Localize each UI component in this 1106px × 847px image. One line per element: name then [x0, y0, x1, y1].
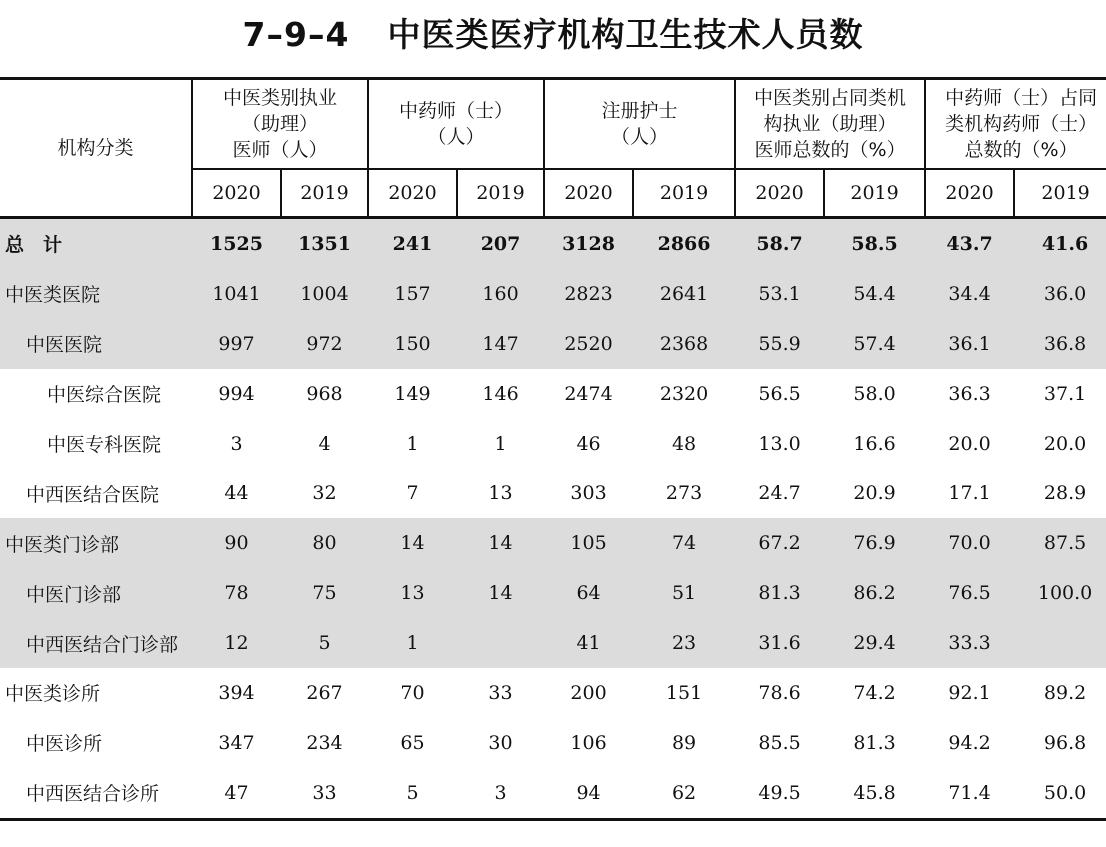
table-cell: 81.3	[735, 568, 824, 618]
table-cell: 48	[671, 432, 697, 455]
table-cell: 58.0	[853, 382, 896, 405]
table-cell: 1	[368, 618, 457, 668]
table-cell: 14	[368, 518, 457, 568]
table-cell: 34.4	[925, 269, 1014, 319]
row-label-header: 机构分类	[0, 79, 192, 218]
table-cell: 36.3	[948, 382, 991, 405]
table-cell: 1004	[281, 269, 368, 319]
table-cell: 32	[312, 482, 337, 505]
row-name: 中西医结合门诊部	[0, 618, 192, 668]
table-cell: 71.4	[925, 768, 1014, 819]
table-cell: 33	[281, 768, 368, 819]
table-cell: 2320	[659, 382, 709, 405]
year-header: 2020	[544, 169, 633, 218]
table-cell: 267	[306, 681, 343, 704]
table-cell: 47	[192, 768, 281, 819]
year-header: 2019	[457, 169, 544, 218]
table-cell: 70.0	[925, 518, 1014, 568]
table-cell: 56.5	[758, 382, 801, 405]
table-cell: 3	[230, 432, 243, 455]
table-cell: 28.9	[1043, 482, 1087, 505]
table-cell: 36.0	[1014, 269, 1106, 319]
table-cell: 41	[544, 618, 633, 668]
table-cell: 994	[218, 382, 255, 405]
table-cell: 106	[570, 731, 607, 754]
header-group-pharmacist-share: 中药师（士）占同 类机构药师（士） 总数的（%）	[925, 79, 1106, 170]
table-cell: 76.9	[824, 518, 925, 568]
table-cell: 89.2	[1043, 681, 1087, 704]
table-cell: 96.8	[1043, 731, 1087, 754]
table-cell: 100.0	[1014, 568, 1106, 618]
table-cell: 14	[457, 518, 544, 568]
year-header: 2020	[192, 169, 281, 218]
table-cell: 70	[400, 681, 425, 704]
table-cell: 54.4	[824, 269, 925, 319]
table-cell: 33.3	[925, 618, 1014, 668]
table-cell: 92.1	[948, 681, 991, 704]
table-cell: 24.7	[758, 482, 801, 505]
table-cell: 2474	[564, 382, 613, 405]
table-cell: 2641	[633, 269, 735, 319]
table-cell: 94	[544, 768, 633, 819]
table-cell: 968	[306, 382, 343, 405]
row-name: 中医诊所	[26, 733, 103, 756]
table-cell: 76.5	[925, 568, 1014, 618]
row-name: 中医门诊部	[0, 568, 192, 618]
table-cell: 160	[457, 269, 544, 319]
table-cell: 67.2	[735, 518, 824, 568]
year-header: 2019	[633, 169, 735, 218]
table-cell: 57.4	[824, 319, 925, 369]
table-cell: 37.1	[1043, 382, 1087, 405]
table-cell: 234	[306, 731, 343, 754]
table-row	[0, 718, 1106, 768]
table-cell: 81.3	[853, 731, 896, 754]
table-cell: 65	[400, 731, 425, 754]
year-header: 2019	[1014, 169, 1106, 218]
row-name: 中医专科医院	[47, 434, 162, 456]
table-row	[0, 518, 1106, 568]
table-cell: 146	[482, 382, 519, 405]
table-cell: 64	[544, 568, 633, 618]
table-cell: 2866	[633, 218, 735, 269]
row-name: 中西医结合诊所	[0, 768, 192, 819]
table-cell: 2520	[544, 319, 633, 369]
year-header: 2019	[281, 169, 368, 218]
table-cell: 78	[192, 568, 281, 618]
table-cell: 50.0	[1014, 768, 1106, 819]
table-row	[0, 369, 1106, 419]
year-header: 2019	[824, 169, 925, 218]
table-cell: 94.2	[948, 731, 991, 754]
table-cell: 29.4	[824, 618, 925, 668]
table-cell: 207	[457, 218, 544, 269]
row-name: 中西医结合医院	[26, 483, 160, 506]
table-row	[0, 618, 1106, 668]
table-cell: 14	[457, 568, 544, 618]
page-title	[0, 10, 1106, 60]
row-name: 总 计	[0, 218, 192, 269]
table-cell: 241	[368, 218, 457, 269]
table-cell: 78.6	[758, 681, 801, 704]
table-cell: 972	[281, 319, 368, 369]
table-cell: 20.0	[948, 432, 991, 455]
table-cell: 105	[544, 518, 633, 568]
table-cell: 1	[494, 432, 507, 455]
table-cell: 13.0	[758, 432, 801, 455]
table-cell	[457, 618, 544, 668]
year-header: 2020	[735, 169, 824, 218]
table-cell: 394	[218, 681, 255, 704]
table-cell: 151	[665, 681, 703, 704]
table-row	[0, 319, 1106, 369]
table-cell: 273	[665, 482, 703, 505]
table-cell: 13	[488, 482, 513, 505]
table-cell: 87.5	[1014, 518, 1106, 568]
table-cell: 13	[368, 568, 457, 618]
table-cell: 33	[488, 681, 513, 704]
table-row	[0, 269, 1106, 319]
table-cell: 74.2	[853, 681, 896, 704]
table-cell: 85.5	[758, 731, 801, 754]
table-cell: 41.6	[1014, 218, 1106, 269]
table-cell: 200	[570, 681, 607, 704]
table-cell: 347	[218, 731, 255, 754]
table-cell: 58.5	[824, 218, 925, 269]
table-cell: 4	[318, 432, 331, 455]
table-cell: 1351	[281, 218, 368, 269]
table-cell: 23	[633, 618, 735, 668]
table-cell: 12	[192, 618, 281, 668]
table-row	[0, 218, 1106, 269]
table-cell: 31.6	[735, 618, 824, 668]
table-cell: 86.2	[824, 568, 925, 618]
table-cell: 7	[406, 482, 419, 505]
year-header: 2020	[925, 169, 1014, 218]
table-cell: 1525	[192, 218, 281, 269]
table-cell: 3128	[544, 218, 633, 269]
table-cell: 147	[457, 319, 544, 369]
table-row	[0, 419, 1106, 469]
table-cell: 20.9	[853, 482, 896, 505]
table-row	[0, 568, 1106, 618]
table-cell: 46	[576, 432, 601, 455]
table-cell: 2823	[544, 269, 633, 319]
row-name: 中医类门诊部	[0, 518, 192, 568]
table-cell: 53.1	[735, 269, 824, 319]
data-table	[0, 77, 1106, 821]
header-group-physician-share: 中医类别占同类机 构执业（助理） 医师总数的（%）	[735, 79, 925, 170]
table-cell: 62	[633, 768, 735, 819]
table-cell: 17.1	[948, 482, 991, 505]
header-group-nurses: 注册护士 （人）	[544, 79, 735, 170]
table-cell: 75	[281, 568, 368, 618]
row-name: 中医综合医院	[47, 384, 162, 407]
table-cell	[1014, 618, 1106, 668]
row-name: 中医类医院	[0, 269, 192, 319]
table-cell: 55.9	[735, 319, 824, 369]
header-group-pharmacists: 中药师（士） （人）	[368, 79, 544, 170]
table-cell: 45.8	[824, 768, 925, 819]
table-cell: 1041	[192, 269, 281, 319]
table-cell: 1	[406, 432, 419, 455]
table-title: 中医类医疗机构卫生技术人员数	[387, 15, 864, 54]
table-cell: 303	[570, 482, 607, 505]
table-cell: 5	[281, 618, 368, 668]
table-cell: 43.7	[925, 218, 1014, 269]
year-header: 2020	[368, 169, 457, 218]
table-cell: 20.0	[1043, 432, 1087, 455]
table-cell: 16.6	[853, 432, 896, 455]
table-cell: 44	[224, 482, 249, 505]
table-cell: 89	[671, 731, 697, 754]
table-row	[0, 768, 1106, 819]
table-row	[0, 468, 1106, 518]
table-cell: 90	[192, 518, 281, 568]
table-cell: 58.7	[735, 218, 824, 269]
table-cell: 49.5	[735, 768, 824, 819]
row-name: 中医类诊所	[5, 683, 101, 706]
table-cell: 2368	[633, 319, 735, 369]
table-number: 7–9–4	[242, 15, 350, 54]
table-cell: 5	[368, 768, 457, 819]
table-cell: 157	[368, 269, 457, 319]
table-cell: 36.1	[925, 319, 1014, 369]
table-cell: 80	[281, 518, 368, 568]
table-cell: 997	[192, 319, 281, 369]
row-name: 中医医院	[0, 319, 192, 369]
table-cell: 36.8	[1014, 319, 1106, 369]
table-cell: 74	[633, 518, 735, 568]
table-row	[0, 668, 1106, 718]
table-cell: 150	[368, 319, 457, 369]
table-cell: 149	[394, 382, 431, 405]
table-cell: 51	[633, 568, 735, 618]
table-cell: 3	[457, 768, 544, 819]
header-group-physicians: 中医类别执业 （助理） 医师（人）	[192, 79, 368, 170]
table-cell: 30	[488, 731, 513, 754]
